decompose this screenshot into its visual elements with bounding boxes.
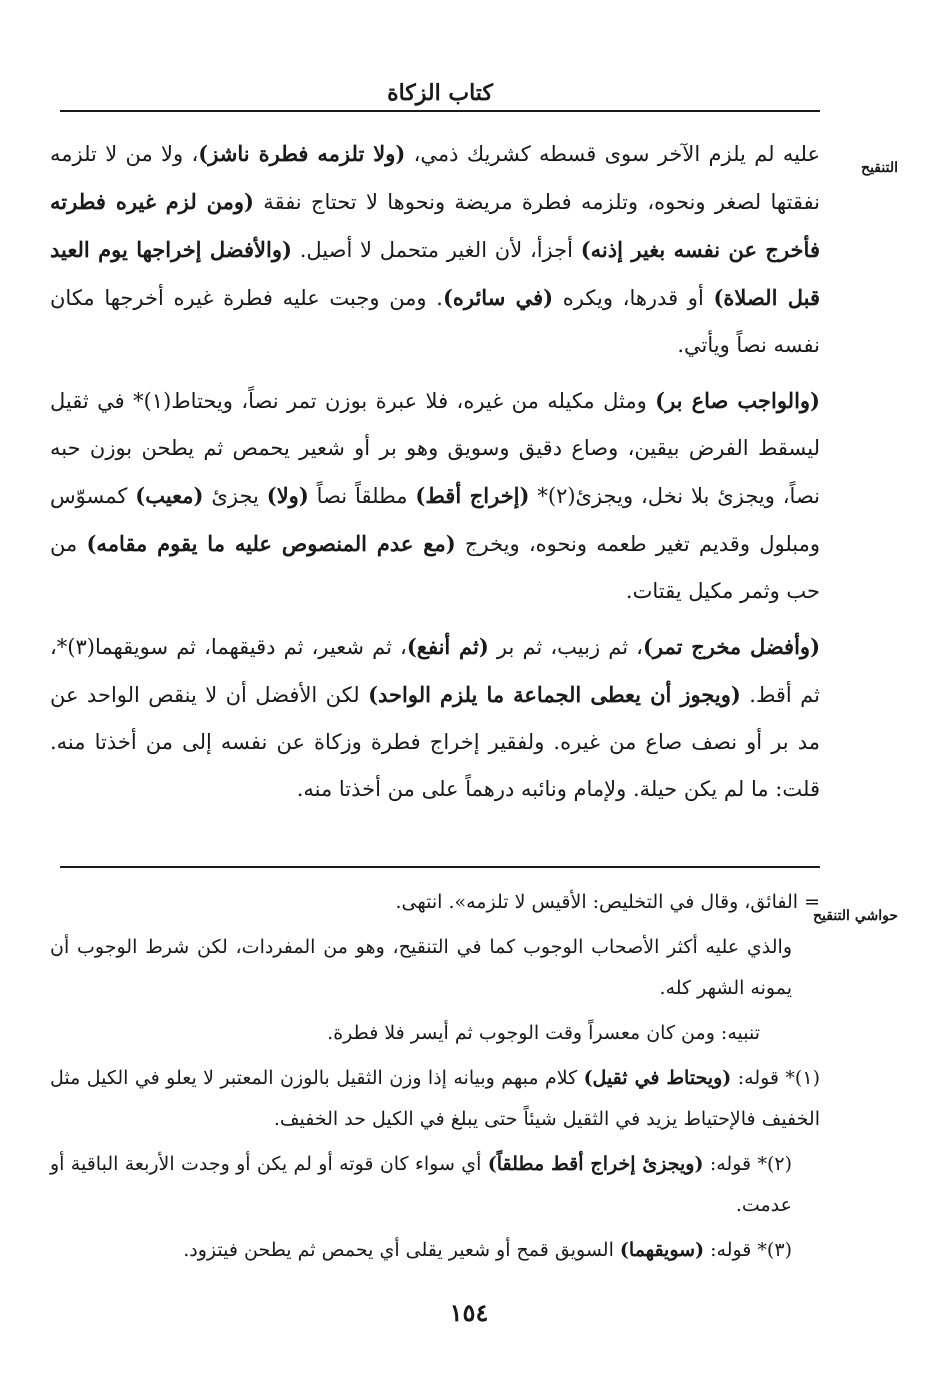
text-run: مطلقاً نصاً	[308, 484, 416, 508]
text-run: ، ولا من لا تلزمه نفقتها لصغر ونحوه، وتلزمه فطرة مريضة ونحوها لا تحتاج نفقة	[50, 142, 820, 214]
bold-text-run: (ويجوز أن يعطى الجماعة ما يلزم الواحد)	[368, 682, 741, 707]
text-run: ، ثم زبيب، ثم بر	[488, 635, 643, 659]
bold-text-run: (إخراج أقط)	[415, 483, 530, 508]
text-run: لكن الأفضل أن لا ينقص الواحد عن مد بر أو نصف صاع من غيره. ولفقير إخراج فطرة وزكاة عن نفسه إلى من أخذتا منه. قلت: ما لم يكن حيلة. ولإمام ونائبه درهماً على من أخذتا منه.	[50, 683, 820, 801]
text-run: كمسوّس ومبلول وقديم تغير طعمه ونحوه، ويخرج	[50, 484, 820, 556]
side-label-main: التنقيح	[861, 160, 898, 176]
text-run: (١)* قوله:	[731, 1067, 820, 1089]
text-run: عليه لم يلزم الآخر سوى قسطه كشريك ذمي،	[405, 142, 820, 166]
text-run: تنبيه: ومن كان معسراً وقت الوجوب ثم أيسر فلا فطرة.	[327, 1022, 760, 1044]
text-run: (٢)* قوله:	[703, 1153, 793, 1175]
page-header-title: كتاب الزكاة	[387, 80, 493, 106]
notes-text	[50, 882, 820, 1271]
text-run: ، ثم شعير، ثم دقيقهما، ثم سويقهما(٣)*، ثم أقط.	[50, 635, 821, 707]
bold-text-run: (ولا تلزمه فطرة ناشز)	[198, 141, 406, 166]
text-run: = الفائق، وقال في التخليص: الأقيس لا تلزمه». انتهى.	[395, 891, 820, 913]
text-run: والذي عليه أكثر الأصحاب الوجوب كما في التنقيح، وهو من المفردات، لكن شرط الوجوب أن يمونه الشهر كله.	[50, 936, 792, 999]
main-paragraph	[50, 623, 820, 813]
text-run: كلام مبهم وبيانه إذا وزن الثقيل بالوزن المعتبر لا يعلو في الكيل مثل الخفيف فالإحتياط يزيد في الثقيل شيئاً حتى يبلغ في الكيل حد الخفيف.	[50, 1067, 820, 1130]
text-run: يجزئ	[203, 484, 267, 508]
note-paragraph	[50, 927, 820, 1009]
text-run: أو قدرها، ويكره	[553, 286, 714, 310]
bold-text-run: (سويقهما)	[619, 1239, 705, 1261]
text-run: من حب وثمر مكيل يقتات.	[50, 532, 820, 603]
bold-text-run: (معيب)	[135, 483, 204, 508]
text-run: ومثل مكيله من غيره، فلا عبرة بوزن تمر نصاً، ويحتاط(١)* في ثقيل ليسقط الفرض بيقين، وصاع دقيق وسويق وهو بر أو شعير يحمص ثم يطحن بوزن حبه نصاً، ويجزئ بلا نخل، ويجزئ(٢)*	[50, 389, 821, 508]
note-paragraph	[50, 1230, 820, 1271]
main-paragraph	[50, 130, 820, 369]
note-paragraph	[50, 1058, 820, 1140]
main-text	[50, 130, 820, 813]
bold-text-run: (والواجب صاع بر)	[655, 388, 820, 413]
bold-text-run: (والأفضل إخراجها يوم العيد قبل الصلاة)	[50, 237, 821, 310]
text-run: (٣)* قوله:	[704, 1239, 792, 1261]
bold-text-run: (وأفضل مخرج تمر)	[642, 634, 821, 659]
footnote-rule	[60, 866, 820, 868]
bold-text-run: (ثم أنفع)	[406, 634, 489, 659]
bold-text-run: (ويجزئ إخراج أقط مطلقاً)	[487, 1153, 704, 1175]
text-run: أجزأ، لأن الغير متحمل لا أصيل.	[291, 238, 581, 262]
bold-text-run: (ولا)	[266, 483, 309, 508]
bold-text-run: (ويحتاط في ثقيل)	[583, 1067, 732, 1089]
note-paragraph	[50, 1013, 820, 1054]
header-rule	[60, 110, 820, 112]
text-run: السويق قمح أو شعير يقلى أي يحمص ثم يطحن فيتزود.	[183, 1239, 620, 1261]
text-run: أي سواء كان قوته أو لم يكن أو وجدت الأربعة الباقية أو عدمت.	[50, 1153, 792, 1216]
bold-text-run: (مع عدم المنصوص عليه ما يقوم مقامه)	[86, 531, 456, 556]
bold-text-run: (ومن لزم غيره فطرته فأخرج عن نفسه بغير إذنه)	[50, 189, 820, 262]
note-paragraph	[50, 882, 820, 923]
text-run: . ومن وجبت عليه فطرة غيره أخرجها مكان نفسه نصاً ويأتي.	[50, 286, 820, 357]
page-number: ١٥٤	[449, 1298, 489, 1327]
note-paragraph	[50, 1144, 820, 1226]
side-label-notes: حواشي التنقيح	[813, 908, 898, 924]
main-paragraph	[50, 377, 820, 615]
bold-text-run: (في سائره)	[442, 285, 554, 310]
